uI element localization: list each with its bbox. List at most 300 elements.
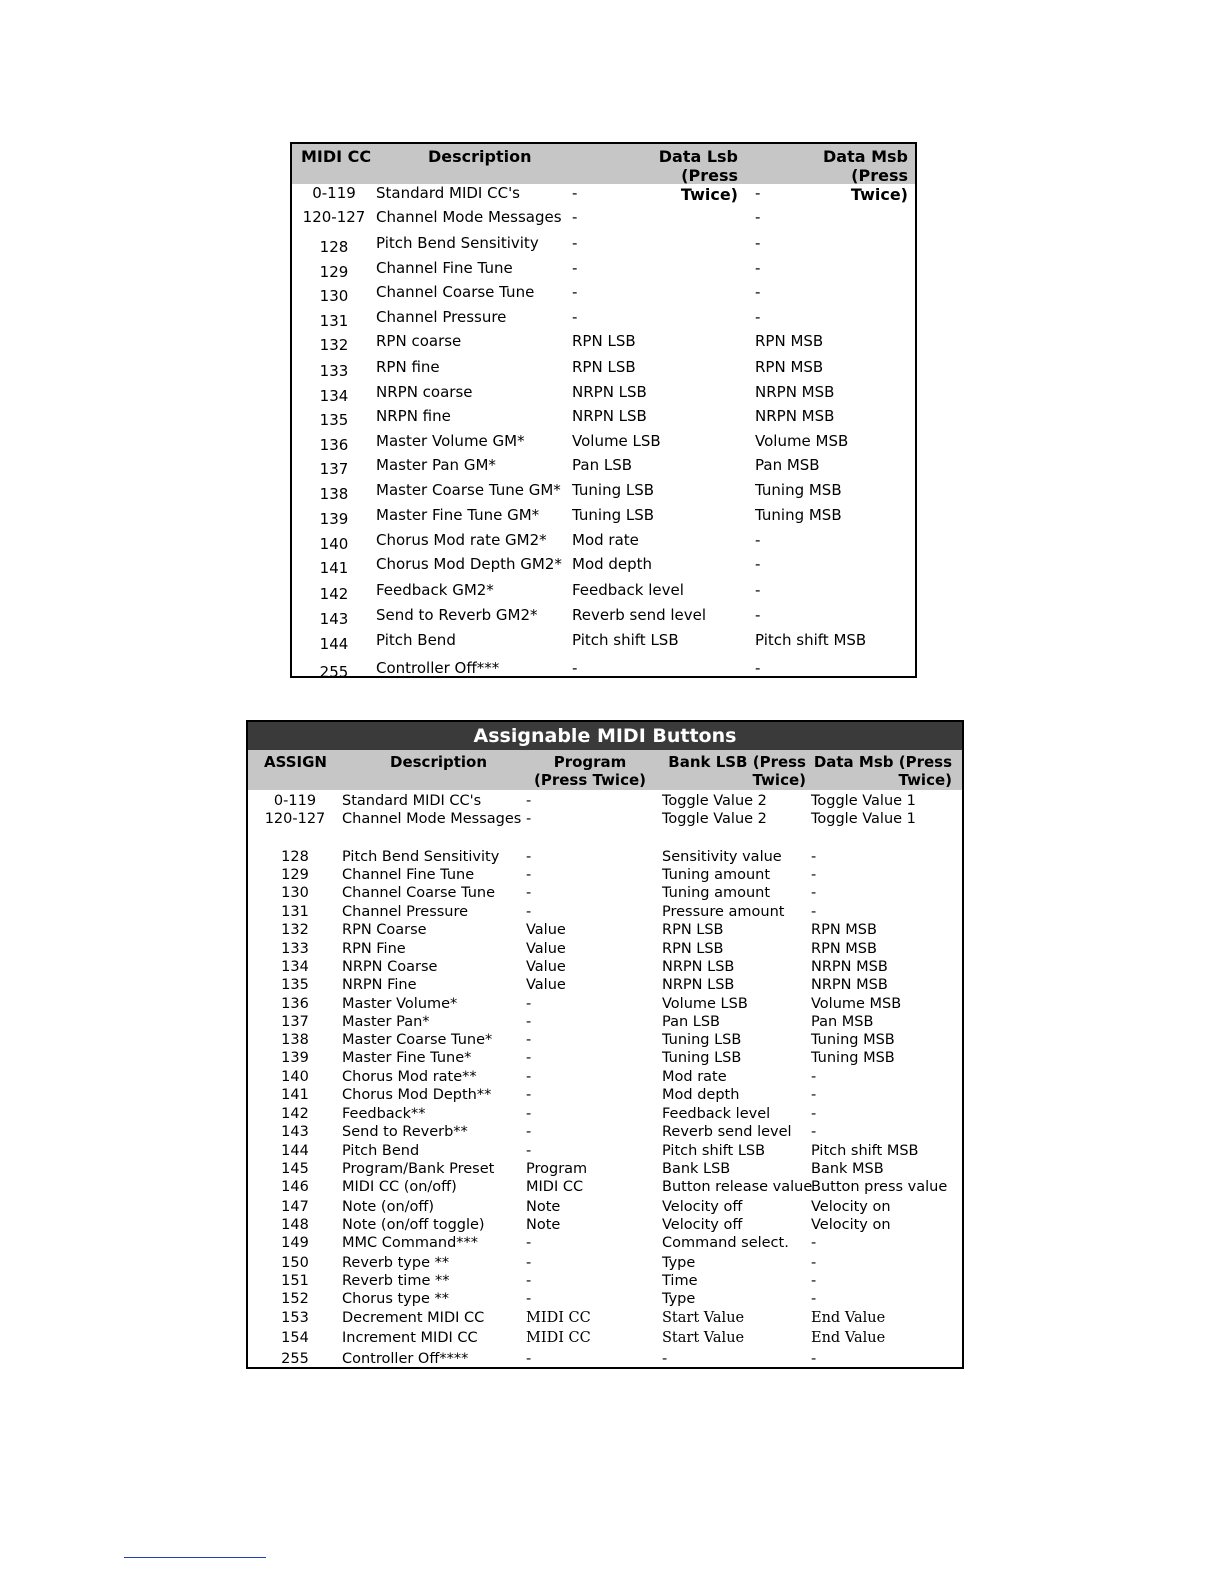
cell-program: Note: [526, 1199, 561, 1215]
cell-bank-lsb: Tuning LSB: [662, 1032, 742, 1048]
cell-program: Note: [526, 1217, 561, 1233]
cell-description: Pitch Bend: [342, 1143, 420, 1159]
table-row: [248, 1049, 962, 1067]
cell-data-msb: RPN MSB: [755, 358, 824, 376]
cell-bank-lsb: Start Value: [662, 1330, 745, 1346]
cell-cc-number: 134: [319, 387, 349, 405]
table-row: [248, 921, 962, 939]
cell-assign-number: 143: [281, 1124, 309, 1140]
cell-program: -: [526, 1124, 532, 1140]
cell-cc-number: 132: [319, 336, 349, 354]
cell-cc-number: 143: [319, 610, 349, 628]
cell-assign-number: 255: [281, 1351, 309, 1367]
cell-data-msb: Volume MSB: [755, 432, 849, 450]
cell-data-msb: Toggle Value 1: [811, 811, 916, 827]
table-title: Assignable MIDI Buttons: [248, 722, 962, 750]
cell-description: Program/Bank Preset: [342, 1161, 495, 1177]
table-row: [248, 1350, 962, 1368]
cell-data-msb: -: [755, 308, 761, 326]
cell-description: Master Volume GM*: [376, 432, 525, 450]
cell-bank-lsb: Toggle Value 2: [662, 811, 767, 827]
cell-data-msb: Tuning MSB: [755, 506, 842, 524]
table-row: [248, 1329, 962, 1347]
cell-data-msb: -: [755, 184, 761, 202]
cell-data-msb: RPN MSB: [811, 922, 877, 938]
cell-cc-number: 135: [319, 411, 349, 429]
cell-description: NRPN coarse: [376, 383, 473, 401]
cell-data-msb: -: [811, 1255, 817, 1271]
header-bank-lsb-line2: Twice): [752, 771, 806, 789]
table-row: [248, 1086, 962, 1104]
cell-data-msb: -: [811, 1124, 817, 1140]
table-row: [292, 432, 915, 456]
table-row: [292, 332, 915, 356]
cell-program: -: [526, 885, 532, 901]
table-row: [248, 1105, 962, 1123]
table-row: [248, 1068, 962, 1086]
cell-data-lsb: -: [572, 308, 578, 326]
cell-data-msb: Velocity on: [811, 1217, 891, 1233]
header-data-msb: [810, 753, 952, 789]
table-row: [292, 531, 915, 555]
header-data-msb-line1: Data Msb (Press: [823, 147, 908, 185]
table-row: [248, 1272, 962, 1290]
cell-description: Note (on/off): [342, 1199, 435, 1215]
table-row: [248, 884, 962, 902]
cell-data-msb: -: [811, 1087, 817, 1103]
cell-program: -: [526, 1273, 532, 1289]
cell-assign-number: 139: [281, 1050, 309, 1066]
cell-bank-lsb: Feedback level: [662, 1106, 771, 1122]
cell-program: -: [526, 811, 532, 827]
cell-assign-number: 152: [281, 1291, 309, 1307]
cell-description: Pitch Bend Sensitivity: [376, 234, 539, 252]
cell-bank-lsb: Volume LSB: [662, 996, 748, 1012]
cell-assign-number: 131: [281, 904, 309, 920]
table-row: [248, 958, 962, 976]
cell-assign-number: 128: [281, 849, 309, 865]
table-row: [248, 1013, 962, 1031]
table-row: [292, 259, 915, 283]
table-row: [248, 810, 962, 828]
cell-description: Channel Fine Tune: [342, 867, 475, 883]
cell-program: -: [526, 1032, 532, 1048]
cell-description: Master Volume*: [342, 996, 458, 1012]
table-row: [248, 1142, 962, 1160]
cell-description: Master Pan*: [342, 1014, 430, 1030]
header-program-line2: (Press Twice): [533, 771, 646, 789]
cell-program: -: [526, 1255, 532, 1271]
cell-description: Standard MIDI CC's: [342, 793, 482, 809]
header-data-msb-line1: Data Msb (Press: [813, 753, 952, 771]
cell-program: -: [526, 849, 532, 865]
cell-data-msb: -: [755, 283, 761, 301]
cell-data-lsb: NRPN LSB: [572, 383, 647, 401]
cell-description: Standard MIDI CC's: [376, 184, 521, 202]
table-row: [248, 848, 962, 866]
cell-assign-number: 140: [281, 1069, 309, 1085]
cell-assign-number: 146: [281, 1179, 309, 1195]
cell-assign-number: 137: [281, 1014, 309, 1030]
table-row: [248, 1309, 962, 1327]
cell-assign-number: 130: [281, 885, 309, 901]
table-row: [292, 184, 915, 208]
cell-data-lsb: -: [572, 259, 578, 277]
cell-cc-number: 129: [319, 263, 349, 281]
cc-assignment-table: [290, 142, 917, 681]
cell-program: Value: [526, 959, 566, 975]
cell-program: -: [526, 1069, 532, 1085]
cell-description: Chorus Mod Depth GM2*: [376, 555, 562, 573]
cell-data-lsb: Reverb send level: [572, 606, 707, 624]
cell-data-msb: -: [811, 1106, 817, 1122]
header-data-msb-line2: Twice): [898, 771, 952, 789]
header-description: Description: [390, 753, 488, 771]
cell-data-lsb: NRPN LSB: [572, 407, 647, 425]
cell-data-lsb: -: [572, 283, 578, 301]
table-row: [248, 1290, 962, 1308]
cell-description: Master Fine Tune GM*: [376, 506, 540, 524]
cell-bank-lsb: Velocity off: [662, 1217, 743, 1233]
cell-data-msb: NRPN MSB: [755, 383, 835, 401]
cell-bank-lsb: Type: [662, 1291, 696, 1307]
cell-description: Master Coarse Tune*: [342, 1032, 493, 1048]
cell-data-msb: -: [755, 581, 761, 599]
cell-data-msb: Volume MSB: [811, 996, 902, 1012]
cell-cc-number: 133: [319, 362, 349, 380]
cell-bank-lsb: Command select.: [662, 1235, 789, 1251]
table-row: [248, 903, 962, 921]
cell-data-msb: RPN MSB: [811, 941, 877, 957]
cell-description: Channel Coarse Tune: [342, 885, 496, 901]
table-row: [248, 1216, 962, 1234]
table-row: [292, 555, 915, 579]
table-row: [248, 976, 962, 994]
header-midi-cc: MIDI CC: [301, 147, 372, 166]
header-bank-lsb: [654, 753, 806, 789]
cell-data-lsb: Feedback level: [572, 581, 684, 599]
table-row: [248, 1198, 962, 1216]
table-header: [248, 750, 962, 790]
cell-description: NRPN Coarse: [342, 959, 438, 975]
table-row: [292, 581, 915, 605]
footnote-separator: [124, 1557, 266, 1558]
cell-description: RPN Coarse: [342, 922, 427, 938]
header-assign: ASSIGN: [264, 753, 327, 771]
cell-data-msb: Button press value: [811, 1179, 948, 1195]
cell-program: -: [526, 1235, 532, 1251]
cell-assign-number: 0-119: [273, 793, 317, 809]
cell-data-lsb: Mod rate: [572, 531, 639, 549]
cell-data-msb: -: [755, 531, 761, 549]
cell-data-msb: Pan MSB: [811, 1014, 874, 1030]
cell-data-lsb: Pan LSB: [572, 456, 633, 474]
cell-description: Chorus Mod rate**: [342, 1069, 477, 1085]
cell-data-lsb: -: [572, 234, 578, 252]
cell-cc-number: 255: [319, 663, 349, 681]
cell-program: MIDI CC: [526, 1179, 584, 1195]
cell-bank-lsb: Toggle Value 2: [662, 793, 767, 809]
cell-description: Feedback**: [342, 1106, 426, 1122]
table-row: [292, 481, 915, 505]
cell-data-msb: Toggle Value 1: [811, 793, 916, 809]
cell-program: -: [526, 793, 532, 809]
cell-data-msb: -: [755, 234, 761, 252]
table-row: [248, 866, 962, 884]
cell-data-msb: Pitch shift MSB: [811, 1143, 919, 1159]
cell-description: Master Pan GM*: [376, 456, 496, 474]
cell-program: -: [526, 1106, 532, 1122]
table-row: [248, 940, 962, 958]
cell-data-lsb: RPN LSB: [572, 358, 636, 376]
cell-data-lsb: -: [572, 659, 578, 677]
cell-assign-number: 142: [281, 1106, 309, 1122]
cell-cc-number: 137: [319, 460, 349, 478]
cell-bank-lsb: RPN LSB: [662, 922, 724, 938]
cell-bank-lsb: RPN LSB: [662, 941, 724, 957]
cell-bank-lsb: NRPN LSB: [662, 977, 735, 993]
cell-data-msb: Tuning MSB: [755, 481, 842, 499]
cell-data-msb: Pan MSB: [755, 456, 820, 474]
cell-data-msb: NRPN MSB: [811, 977, 888, 993]
cell-data-lsb: Pitch shift LSB: [572, 631, 679, 649]
cell-bank-lsb: Button release value: [662, 1179, 813, 1195]
cell-cc-number: 141: [319, 559, 349, 577]
cell-cc-number: 140: [319, 535, 349, 553]
table-row: [248, 1160, 962, 1178]
cell-cc-number: 0-119: [312, 184, 356, 202]
cell-data-msb: -: [755, 208, 761, 226]
cell-program: -: [526, 996, 532, 1012]
table-row: [292, 308, 915, 332]
cell-program: Value: [526, 977, 566, 993]
cell-data-msb: Pitch shift MSB: [755, 631, 867, 649]
cell-assign-number: 135: [281, 977, 309, 993]
cell-assign-number: 120-127: [264, 811, 326, 827]
cell-cc-number: 130: [319, 287, 349, 305]
cell-assign-number: 154: [281, 1330, 309, 1346]
cell-description: MIDI CC (on/off): [342, 1179, 457, 1195]
cell-data-lsb: -: [572, 184, 578, 202]
cell-program: -: [526, 1291, 532, 1307]
cell-data-lsb: Tuning LSB: [572, 481, 655, 499]
cell-description: Channel Fine Tune: [376, 259, 513, 277]
cell-data-msb: Tuning MSB: [811, 1032, 895, 1048]
cell-description: Master Coarse Tune GM*: [376, 481, 561, 499]
cell-description: Channel Pressure: [376, 308, 507, 326]
cell-assign-number: 141: [281, 1087, 309, 1103]
table-row: [292, 234, 915, 258]
cell-cc-number: 138: [319, 485, 349, 503]
assignable-midi-buttons-table: [246, 720, 964, 1369]
cell-assign-number: 150: [281, 1255, 309, 1271]
cell-description: RPN fine: [376, 358, 440, 376]
cell-assign-number: 144: [281, 1143, 309, 1159]
cell-assign-number: 151: [281, 1273, 309, 1289]
cell-data-msb: -: [755, 555, 761, 573]
cell-data-msb: Tuning MSB: [811, 1050, 895, 1066]
cell-description: Controller Off***: [376, 659, 500, 677]
cell-description: Pitch Bend Sensitivity: [342, 849, 500, 865]
cell-data-msb: -: [811, 1351, 817, 1367]
cell-bank-lsb: -: [662, 1351, 668, 1367]
cell-data-msb: -: [811, 904, 817, 920]
cell-data-msb: End Value: [811, 1310, 886, 1326]
cell-cc-number: 139: [319, 510, 349, 528]
cell-data-msb: -: [811, 867, 817, 883]
cell-assign-number: 147: [281, 1199, 309, 1215]
cell-description: Reverb type **: [342, 1255, 450, 1271]
cell-bank-lsb: NRPN LSB: [662, 959, 735, 975]
header-data-msb-line2: Twice): [850, 185, 908, 204]
table-row: [292, 659, 915, 683]
cell-bank-lsb: Tuning amount: [662, 885, 771, 901]
header-bank-lsb-line1: Bank LSB (Press: [668, 753, 806, 771]
table-row: [292, 506, 915, 530]
cell-bank-lsb: Reverb send level: [662, 1124, 792, 1140]
cell-data-lsb: Volume LSB: [572, 432, 661, 450]
cell-assign-number: 138: [281, 1032, 309, 1048]
cell-description: NRPN Fine: [342, 977, 417, 993]
cell-bank-lsb: Bank LSB: [662, 1161, 731, 1177]
cell-cc-number: 142: [319, 585, 349, 603]
table-row: [292, 283, 915, 307]
cell-data-lsb: Mod depth: [572, 555, 653, 573]
cell-data-msb: Bank MSB: [811, 1161, 884, 1177]
cell-data-lsb: Tuning LSB: [572, 506, 655, 524]
cell-data-msb: End Value: [811, 1330, 886, 1346]
header-description: Description: [428, 147, 532, 166]
cell-description: Master Fine Tune*: [342, 1050, 472, 1066]
cell-bank-lsb: Tuning LSB: [662, 1050, 742, 1066]
cell-description: Channel Mode Messages: [376, 208, 562, 226]
cell-data-msb: -: [811, 1273, 817, 1289]
cell-data-msb: -: [811, 1235, 817, 1251]
cell-description: RPN coarse: [376, 332, 462, 350]
table-row: [248, 1123, 962, 1141]
cell-description: Channel Mode Messages: [342, 811, 522, 827]
cell-description: Chorus Mod rate GM2*: [376, 531, 547, 549]
cell-cc-number: 128: [319, 238, 349, 256]
cell-data-msb: -: [811, 1291, 817, 1307]
table-row: [248, 792, 962, 810]
table-row: [248, 1254, 962, 1272]
cell-description: Controller Off****: [342, 1351, 469, 1367]
cell-data-msb: RPN MSB: [755, 332, 824, 350]
cell-assign-number: 132: [281, 922, 309, 938]
cell-description: Chorus type **: [342, 1291, 450, 1307]
cell-program: -: [526, 1143, 532, 1159]
cell-description: Reverb time **: [342, 1273, 450, 1289]
table-row: [248, 1178, 962, 1196]
cell-description: MMC Command***: [342, 1235, 479, 1251]
table-row: [248, 995, 962, 1013]
cell-bank-lsb: Velocity off: [662, 1199, 743, 1215]
header-data-lsb-line1: Data Lsb (Press: [658, 147, 738, 185]
cell-description: Chorus Mod Depth**: [342, 1087, 492, 1103]
cell-assign-number: 149: [281, 1235, 309, 1251]
table-row: [292, 383, 915, 407]
cell-description: Decrement MIDI CC: [342, 1310, 485, 1326]
cell-cc-number: 136: [319, 436, 349, 454]
cell-cc-number: 144: [319, 635, 349, 653]
cell-description: Increment MIDI CC: [342, 1330, 478, 1346]
cell-program: MIDI CC: [526, 1330, 591, 1346]
cell-program: -: [526, 1014, 532, 1030]
cell-assign-number: 133: [281, 941, 309, 957]
header-program-line1: Program: [553, 753, 627, 771]
cell-data-msb: NRPN MSB: [755, 407, 835, 425]
cell-description: Channel Coarse Tune: [376, 283, 535, 301]
cell-bank-lsb: Sensitivity value: [662, 849, 782, 865]
cell-program: -: [526, 1087, 532, 1103]
cell-program: MIDI CC: [526, 1310, 591, 1326]
cell-assign-number: 134: [281, 959, 309, 975]
cell-program: -: [526, 867, 532, 883]
cell-bank-lsb: Time: [662, 1273, 698, 1289]
cell-program: -: [526, 1050, 532, 1066]
cell-description: Feedback GM2*: [376, 581, 494, 599]
cell-data-msb: -: [811, 849, 817, 865]
cell-data-lsb: RPN LSB: [572, 332, 636, 350]
cell-assign-number: 148: [281, 1217, 309, 1233]
cell-bank-lsb: Pressure amount: [662, 904, 785, 920]
cell-assign-number: 145: [281, 1161, 309, 1177]
cell-data-msb: -: [755, 659, 761, 677]
header-data-lsb-line2: Twice): [680, 185, 738, 204]
cell-description: Channel Pressure: [342, 904, 469, 920]
table-row: [292, 208, 915, 232]
cell-description: RPN Fine: [342, 941, 406, 957]
cell-program: -: [526, 904, 532, 920]
cell-program: Program: [526, 1161, 588, 1177]
cell-data-lsb: -: [572, 208, 578, 226]
cell-assign-number: 136: [281, 996, 309, 1012]
cell-bank-lsb: Pan LSB: [662, 1014, 721, 1030]
cell-description: Note (on/off toggle): [342, 1217, 485, 1233]
table-row: [248, 1234, 962, 1252]
cell-description: NRPN fine: [376, 407, 451, 425]
cell-assign-number: 129: [281, 867, 309, 883]
table-row: [292, 358, 915, 382]
cell-program: Value: [526, 941, 566, 957]
cell-description: Send to Reverb GM2*: [376, 606, 538, 624]
cell-bank-lsb: Mod depth: [662, 1087, 740, 1103]
cell-data-msb: NRPN MSB: [811, 959, 888, 975]
cell-bank-lsb: Start Value: [662, 1310, 745, 1326]
cell-data-msb: -: [755, 259, 761, 277]
table-row: [292, 606, 915, 630]
cell-data-msb: -: [811, 1069, 817, 1085]
table-row: [292, 456, 915, 480]
table-row: [248, 1031, 962, 1049]
cell-data-msb: Velocity on: [811, 1199, 891, 1215]
cell-assign-number: 153: [281, 1310, 309, 1326]
cell-cc-number: 131: [319, 312, 349, 330]
cell-bank-lsb: Tuning amount: [662, 867, 771, 883]
cell-data-msb: -: [811, 885, 817, 901]
table-row: [292, 407, 915, 431]
cell-program: Value: [526, 922, 566, 938]
cell-description: Send to Reverb**: [342, 1124, 468, 1140]
cell-program: -: [526, 1351, 532, 1367]
cell-cc-number: 120-127: [302, 208, 366, 226]
table-row: [292, 631, 915, 655]
cell-bank-lsb: Pitch shift LSB: [662, 1143, 766, 1159]
cell-data-msb: -: [755, 606, 761, 624]
header-program: [530, 753, 650, 789]
cell-bank-lsb: Mod rate: [662, 1069, 727, 1085]
